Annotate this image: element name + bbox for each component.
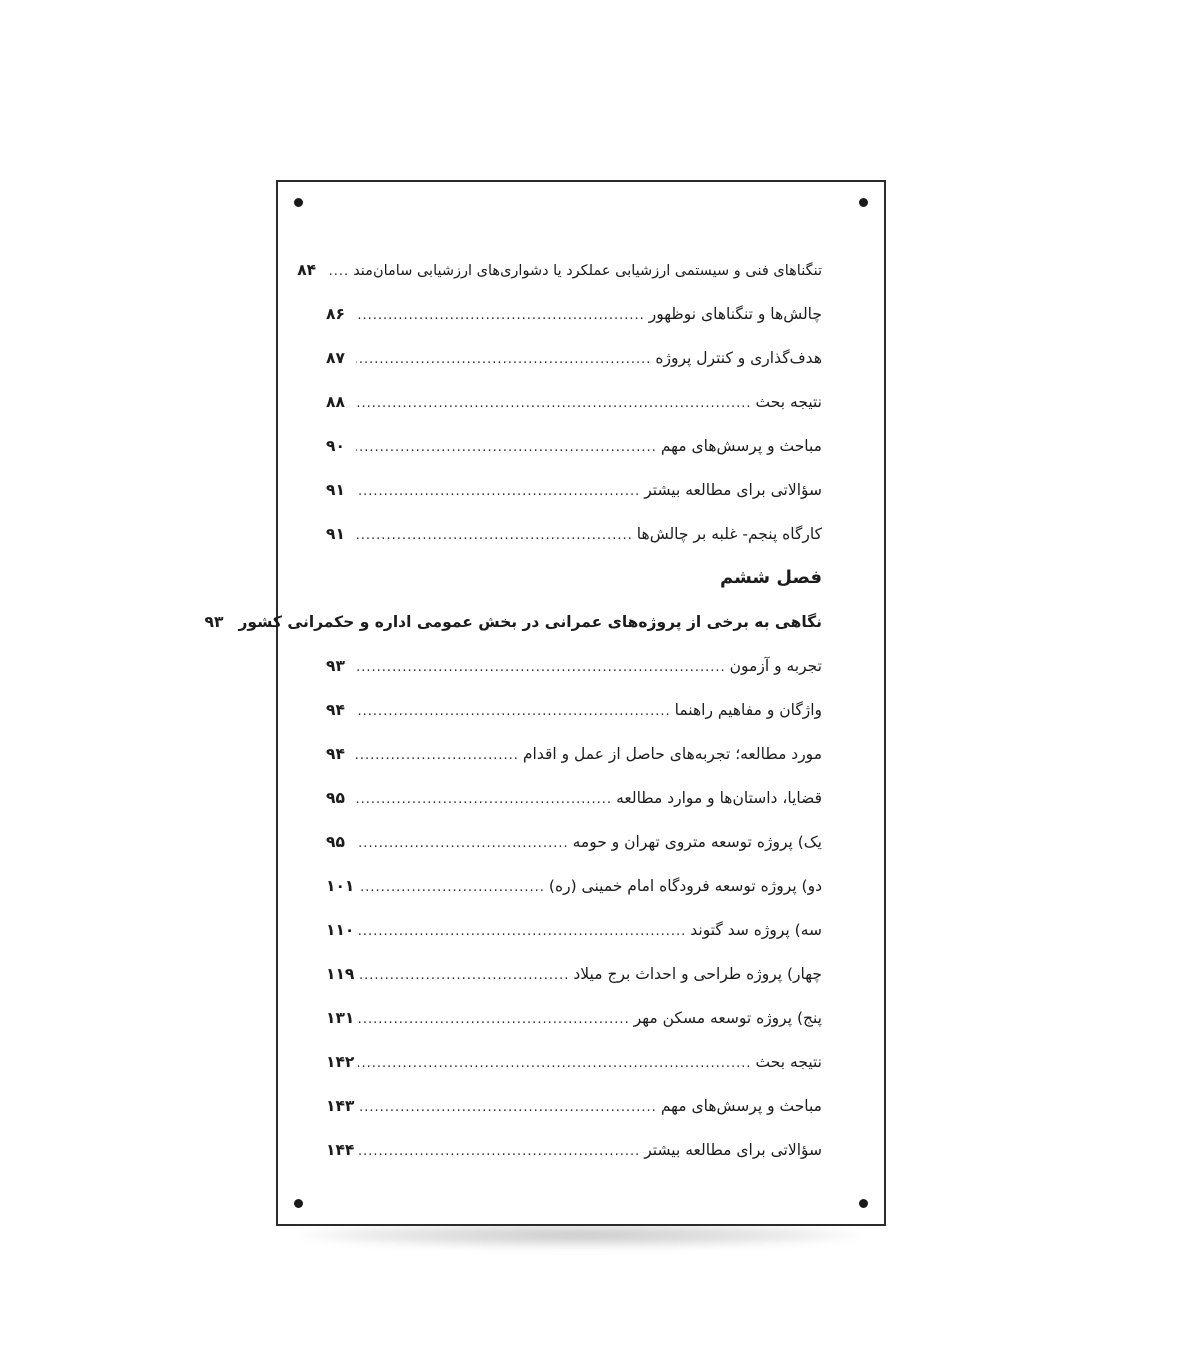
toc-entry-title: مباحث و پرسش‌های مهم xyxy=(660,437,822,455)
toc-entry xyxy=(326,996,822,1040)
dot-leader xyxy=(358,910,686,954)
dot-leader xyxy=(356,294,645,338)
toc-entry xyxy=(326,732,822,776)
toc-entry-title: یک) پروژه توسعه متروی تهران و حومه xyxy=(572,833,822,851)
toc-entry-page-number: ۱۱۹ xyxy=(326,965,355,983)
toc-entry-page-number: ۹۴ xyxy=(326,701,345,719)
toc-entry-title: نتیجه بحث xyxy=(755,1053,822,1071)
toc-entry-page-number: ۱۰۱ xyxy=(326,877,355,895)
toc-entry xyxy=(326,952,822,996)
toc-entry-page-number: ۱۱۰ xyxy=(326,921,355,939)
toc-section-before xyxy=(297,248,822,556)
dot-leader xyxy=(356,822,569,866)
toc-entry-page-number: ۹۱ xyxy=(326,481,345,499)
dot-leader xyxy=(356,646,726,690)
chapter-page-number: ۹۳ xyxy=(204,613,224,631)
toc-entry xyxy=(326,380,822,424)
toc-entry xyxy=(326,292,822,336)
toc-entry-title: نتیجه بحث xyxy=(755,393,822,411)
toc-entry xyxy=(326,336,822,380)
corner-dot-top-right xyxy=(859,198,868,207)
toc-entry-title: چالش‌ها و تنگناهای نوظهور xyxy=(648,305,822,323)
toc-entry-title: سؤالاتی برای مطالعه بیشتر xyxy=(644,1141,822,1159)
toc-entry-page-number: ۹۴ xyxy=(326,745,345,763)
toc-entry xyxy=(326,908,822,952)
toc-entry-title: پنج) پروژه توسعه مسکن مهر xyxy=(633,1009,822,1027)
toc-entry xyxy=(326,424,822,468)
toc-entry-page-number: ۹۵ xyxy=(326,789,345,807)
toc-entry-page-number: ۱۴۲ xyxy=(326,1053,355,1071)
toc-entry-title: سؤالاتی برای مطالعه بیشتر xyxy=(644,481,822,499)
corner-dot-top-left xyxy=(294,198,303,207)
toc-entry-page-number: ۹۰ xyxy=(326,437,345,455)
toc-entry-title: قضایا، داستان‌ها و موارد مطالعه xyxy=(616,789,822,807)
toc-section-after xyxy=(326,644,822,1172)
dot-leader xyxy=(358,1130,640,1174)
toc-entry xyxy=(297,248,822,292)
toc-entry-page-number: ۱۴۳ xyxy=(326,1097,355,1115)
toc-entry-page-number: ۱۴۴ xyxy=(326,1141,355,1159)
toc-entry xyxy=(326,776,822,820)
toc-entry-page-number: ۸۴ xyxy=(297,261,317,279)
toc-entry-page-number: ۸۶ xyxy=(326,305,345,323)
dot-leader xyxy=(356,470,640,514)
toc-entry-title: مورد مطالعه؛ تجربه‌های حاصل از عمل و اقدام xyxy=(522,745,822,763)
toc-entry-title: تنگناهای فنی و سیستمی ارزشیابی عملکرد یا دشواری‌های ارزشیابی سامان‌مند xyxy=(353,263,822,279)
dot-leader xyxy=(327,250,349,294)
toc-entry-page-number: ۸۷ xyxy=(326,349,345,367)
toc-entry xyxy=(326,1128,822,1172)
corner-dot-bottom-left xyxy=(294,1199,303,1208)
dot-leader xyxy=(358,998,629,1042)
dot-leader xyxy=(356,778,612,822)
dot-leader xyxy=(358,1086,656,1130)
toc-entry-page-number: ۹۱ xyxy=(326,525,345,543)
toc-entry-title: کارگاه پنجم- غلبه بر چالش‌ها xyxy=(636,525,822,543)
toc-entry xyxy=(326,864,822,908)
toc-entry-title: واژگان و مفاهیم راهنما xyxy=(674,701,822,719)
dot-leader xyxy=(358,1042,751,1086)
chapter-title: نگاهی به برخی از پروژه‌های عمرانی در بخش عمومی اداره و حکمرانی کشور xyxy=(238,613,822,631)
toc-entry xyxy=(326,1040,822,1084)
toc-entry xyxy=(326,1084,822,1128)
dot-leader xyxy=(356,426,657,470)
chapter-title-row xyxy=(204,600,822,644)
dot-leader xyxy=(358,954,569,998)
dot-leader xyxy=(356,382,752,426)
toc-entry xyxy=(326,468,822,512)
toc-entry-page-number: ۸۸ xyxy=(326,393,345,411)
chapter-heading: فصل ششم xyxy=(720,567,822,588)
toc-entry-title: تجربه و آزمون xyxy=(729,657,822,675)
toc-entry-title: مباحث و پرسش‌های مهم xyxy=(660,1097,822,1115)
toc-entry-page-number: ۹۳ xyxy=(326,657,345,675)
dot-leader xyxy=(356,734,519,778)
toc-entry-title: دو) پروژه توسعه فرودگاه امام خمینی (ره) xyxy=(548,877,822,895)
corner-dot-bottom-right xyxy=(859,1199,868,1208)
dot-leader xyxy=(356,690,671,734)
toc-entry-title: چهار) پروژه طراحی و احداث برج میلاد xyxy=(573,965,822,983)
book-page xyxy=(204,180,886,1226)
dot-leader xyxy=(356,514,633,558)
toc-entry xyxy=(326,644,822,688)
toc-entry-page-number: ۱۳۱ xyxy=(326,1009,355,1027)
dot-leader xyxy=(358,866,545,910)
toc-entry xyxy=(326,688,822,732)
table-of-contents xyxy=(204,248,822,1172)
dot-leader xyxy=(356,338,651,382)
toc-entry-title: هدف‌گذاری و کنترل پروژه xyxy=(655,349,822,367)
toc-entry-page-number: ۹۵ xyxy=(326,833,345,851)
toc-entry xyxy=(326,820,822,864)
toc-entry xyxy=(326,512,822,556)
toc-entry-title: سه) پروژه سد گتوند xyxy=(690,921,822,939)
